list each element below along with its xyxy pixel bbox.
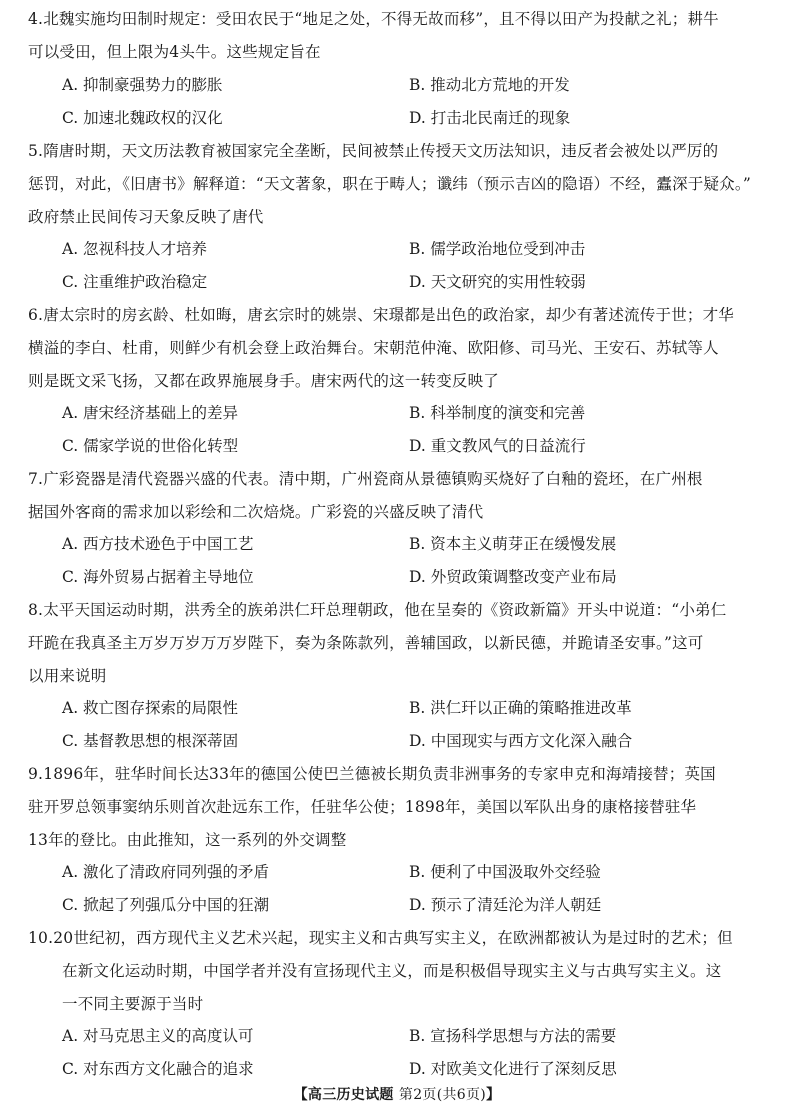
page-footer [0, 1084, 794, 1104]
question-6-option-c: C. 儒家学说的世俗化转型 [62, 437, 239, 455]
stem-line: 可以受田，但上限为4头牛。这些规定旨在 [28, 42, 321, 61]
question-4-stem [28, 3, 774, 69]
page-number: 第2页(共6页) [398, 1087, 487, 1103]
question-10-option-c: C. 对东西方文化融合的追求 [62, 1060, 254, 1078]
stem-line: 13年的登比。由此推知，这一系列的外交调整 [28, 830, 347, 849]
stem-line: 惩罚，对此，《旧唐书》解释道：“天文著象，职在于畴人；谶纬（预示吉凶的隐语）不经，蠹深于疑众。” [28, 174, 751, 193]
question-7-option-a: A. 西方技术逊色于中国工艺 [62, 535, 254, 553]
question-9-option-c: C. 掀起了列强瓜分中国的狂潮 [62, 896, 270, 914]
question-5-stem [28, 135, 774, 233]
stem-line: 7.广彩瓷器是清代瓷器兴盛的代表。清中期，广州瓷商从景德镇购买烧好了白釉的瓷坯，在广州根 [28, 470, 703, 488]
footer-title: 【高三历史试题 [293, 1087, 394, 1103]
stem-line: 9.1896年，驻华时间长达33年的德国公使巴兰德被长期负责非洲事务的专家申克和海靖接替；英国 [28, 765, 716, 783]
question-7-option-b: B. 资本主义萌芽正在缓慢发展 [409, 535, 617, 553]
stem-line: 4.北魏实施均田制时规定：受田农民于“地足之处，不得无故而移”，且不得以田产为投献之礼；耕牛 [28, 10, 719, 28]
stem-line: 横溢的李白、杜甫，则鲜少有机会登上政治舞台。宋朝范仲淹、欧阳修、司马光、王安石、苏轼等人 [28, 338, 719, 357]
question-6-option-a: A. 唐宋经济基础上的差异 [62, 404, 239, 422]
stem-line: 玕跪在我真圣主万岁万岁万万岁陛下，奏为条陈款列，善辅国政，以新民德，并跪请圣安事。”这可 [28, 633, 704, 652]
question-9-option-a: A. 激化了清政府同列强的矛盾 [62, 863, 270, 881]
question-4-option-b: B. 推动北方荒地的开发 [409, 76, 570, 94]
stem-line: 政府禁止民间传习天象反映了唐代 [28, 207, 264, 226]
question-6-option-b: B. 科举制度的演变和完善 [409, 404, 586, 422]
footer-close: 】 [486, 1087, 501, 1103]
question-10-stem [28, 922, 774, 1020]
question-7-stem [28, 463, 774, 529]
question-5-option-a: A. 忽视科技人才培养 [62, 240, 208, 258]
stem-line: 10.20世纪初，西方现代主义艺术兴起，现实主义和古典写实主义，在欧洲都被认为是过时的艺术；但 [28, 929, 733, 947]
question-4-option-a: A. 抑制豪强势力的膨胀 [62, 76, 223, 94]
question-7-option-d: D. 外贸政策调整改变产业布局 [409, 568, 617, 586]
stem-line: 在新文化运动时期，中国学者并没有宣扬现代主义，而是积极倡导现实主义与古典写实主义。这 [62, 961, 722, 980]
stem-line: 5.隋唐时期，天文历法教育被国家完全垄断，民间被禁止传授天文历法知识，违反者会被处以严厉的 [28, 142, 719, 160]
question-8-option-c: C. 基督教思想的根深蒂固 [62, 732, 239, 750]
question-4-option-d: D. 打击北民南迁的现象 [409, 109, 571, 127]
stem-line: 一不同主要源于当时 [62, 994, 204, 1013]
question-5-option-b: B. 儒学政治地位受到冲击 [409, 240, 586, 258]
question-5-option-d: D. 天文研究的实用性较弱 [409, 273, 586, 291]
question-6-stem [28, 299, 774, 397]
question-10-option-a: A. 对马克思主义的高度认可 [62, 1027, 254, 1045]
question-10-option-b: B. 宣扬科学思想与方法的需要 [409, 1027, 617, 1045]
stem-line: 8.太平天国运动时期，洪秀全的族弟洪仁玕总理朝政，他在呈奏的《资政新篇》开头中说道：“小弟仁 [28, 601, 727, 619]
question-5-option-c: C. 注重维护政治稳定 [62, 273, 208, 291]
stem-line: 则是既文采飞扬，又都在政界施展身手。唐宋两代的这一转变反映了 [28, 371, 500, 390]
question-8-stem [28, 594, 774, 692]
question-9-option-d: D. 预示了清廷沦为洋人朝廷 [409, 896, 602, 914]
stem-line: 驻开罗总领事窦纳乐则首次赴远东工作，任驻华公使；1898年，美国以军队出身的康格接替驻华 [28, 797, 697, 816]
question-10-option-d: D. 对欧美文化进行了深刻反思 [409, 1060, 617, 1078]
question-8-option-a: A. 救亡图存探索的局限性 [62, 699, 239, 717]
stem-line: 据国外客商的需求加以彩绘和二次焙烧。广彩瓷的兴盛反映了清代 [28, 502, 484, 521]
question-9-option-b: B. 便利了中国汲取外交经验 [409, 863, 601, 881]
question-8-option-b: B. 洪仁玕以正确的策略推进改革 [409, 699, 632, 717]
question-4-option-c: C. 加速北魏政权的汉化 [62, 109, 223, 127]
question-7-option-c: C. 海外贸易占据着主导地位 [62, 568, 254, 586]
question-8-option-d: D. 中国现实与西方文化深入融合 [409, 732, 633, 750]
stem-line: 6.唐太宗时的房玄龄、杜如晦，唐玄宗时的姚崇、宋璟都是出色的政治家，却少有著述流传于世；才华 [28, 306, 734, 324]
question-6-option-d: D. 重文教风气的日益流行 [409, 437, 586, 455]
question-9-stem [28, 758, 774, 856]
stem-line: 以用来说明 [28, 666, 107, 685]
